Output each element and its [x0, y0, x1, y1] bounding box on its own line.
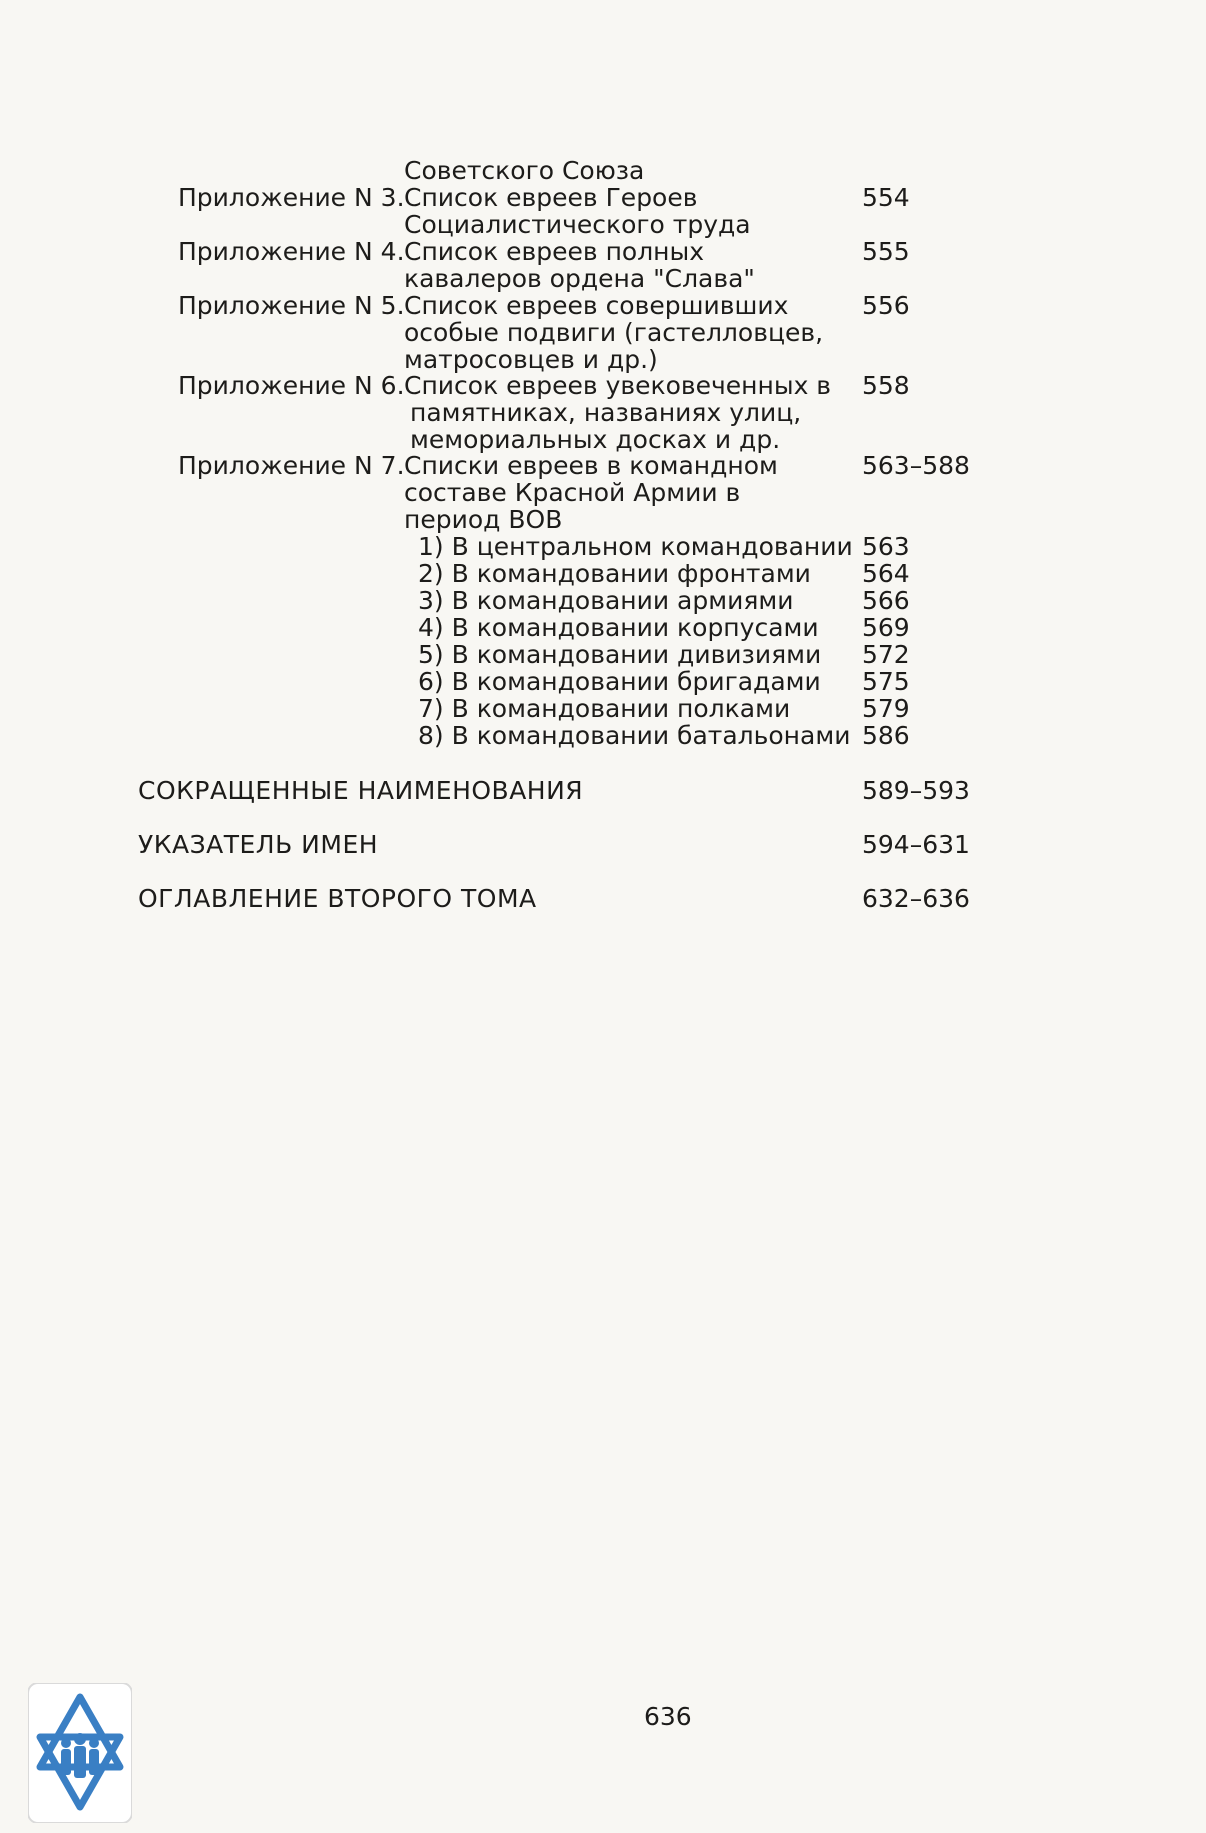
- appendix-7-page: 563–588: [862, 451, 970, 480]
- appendix-3-label: Приложение N 3.: [178, 183, 405, 212]
- entry-continuation: Советского Союза: [404, 156, 645, 185]
- appendix-6-title-line: памятниках, названиях улиц,: [410, 398, 802, 427]
- appendix-3-title-line: Список евреев Героев: [404, 183, 698, 212]
- subitem-page: 575: [862, 667, 910, 696]
- subitem-text: 4) В командовании корпусами: [418, 613, 819, 642]
- appendix-7-title-line: составе Красной Армии в: [404, 478, 741, 507]
- appendix-5-title-line: матросовцев и др.): [404, 345, 658, 374]
- appendix-4-page: 555: [862, 237, 910, 266]
- subitem-page: 572: [862, 640, 910, 669]
- appendix-6-page: 558: [862, 371, 910, 400]
- appendix-6-label: Приложение N 6.: [178, 371, 405, 400]
- section-title: ОГЛАВЛЕНИЕ ВТОРОГО ТОМА: [138, 884, 537, 913]
- star-of-david-family-icon: [28, 1683, 132, 1823]
- subitem-page: 566: [862, 586, 910, 615]
- subitem-page: 586: [862, 721, 910, 750]
- appendix-6-title-line: Список евреев увековеченных в: [404, 371, 832, 400]
- subitem-text: 6) В командовании бригадами: [418, 667, 821, 696]
- appendix-5-title-line: Список евреев совершивших: [404, 291, 789, 320]
- appendix-7-title-line: Списки евреев в командном: [404, 451, 778, 480]
- subitem-page: 579: [862, 694, 910, 723]
- appendix-4-label: Приложение N 4.: [178, 237, 405, 266]
- subitem-text: 3) В командовании армиями: [418, 586, 794, 615]
- subitem-text: 5) В командовании дивизиями: [418, 640, 822, 669]
- appendix-3-title-line: Социалистического труда: [404, 210, 751, 239]
- appendix-4-title-line: кавалеров ордена "Слава": [404, 264, 755, 293]
- appendix-7-label: Приложение N 7.: [178, 451, 405, 480]
- subitem-text: 7) В командовании полками: [418, 694, 791, 723]
- subitem-page: 563: [862, 532, 910, 561]
- page-number: 636: [644, 1702, 692, 1731]
- section-page: 589–593: [862, 776, 970, 805]
- section-page: 632–636: [862, 884, 970, 913]
- appendix-4-title-line: Список евреев полных: [404, 237, 705, 266]
- subitem-page: 569: [862, 613, 910, 642]
- subitem-page: 564: [862, 559, 910, 588]
- section-title: СОКРАЩЕННЫЕ НАИМЕНОВАНИЯ: [138, 776, 584, 805]
- appendix-5-title-line: особые подвиги (гастелловцев,: [404, 318, 824, 347]
- appendix-5-page: 556: [862, 291, 910, 320]
- section-title: УКАЗАТЕЛЬ ИМЕН: [138, 830, 379, 859]
- appendix-6-title-line: мемориальных досках и др.: [410, 425, 781, 454]
- appendix-7-title-line: период ВОВ: [404, 505, 563, 534]
- appendix-3-page: 554: [862, 183, 910, 212]
- subitem-text: 2) В командовании фронтами: [418, 559, 811, 588]
- subitem-text: 1) В центральном командовании: [418, 532, 853, 561]
- appendix-5-label: Приложение N 5.: [178, 291, 405, 320]
- subitem-text: 8) В командовании батальонами: [418, 721, 851, 750]
- section-page: 594–631: [862, 830, 970, 859]
